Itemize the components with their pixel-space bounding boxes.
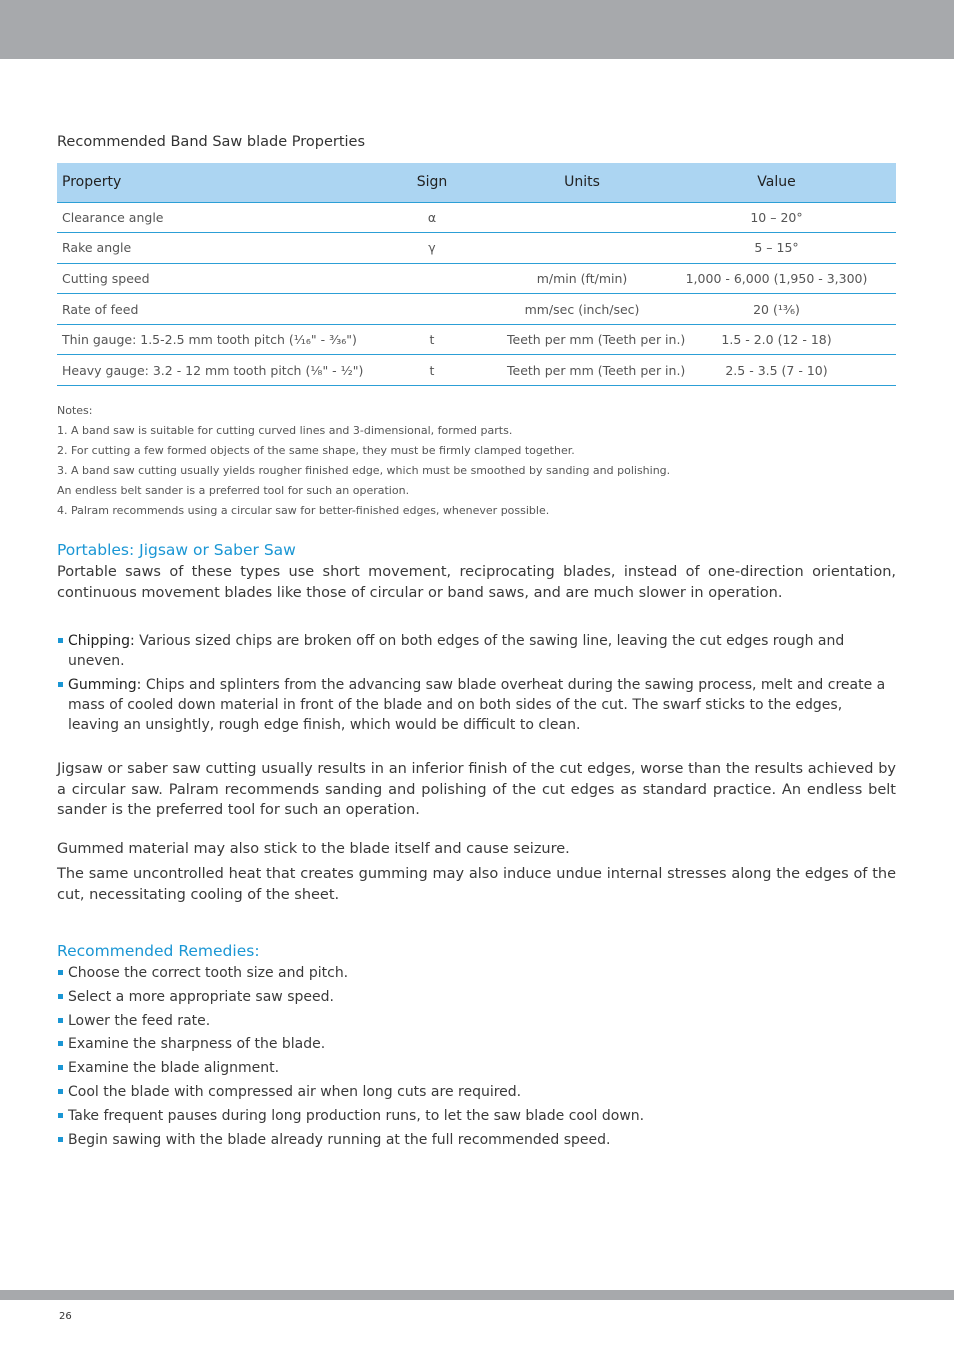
footer-bar — [0, 1290, 954, 1300]
square-bullet-icon — [58, 994, 63, 999]
table-row — [57, 233, 896, 264]
cell-units: Teeth per mm (Teeth per in.) — [507, 355, 657, 386]
remedy-text: Take frequent pauses during long production runs, to let the saw blade cool down. — [68, 1107, 645, 1124]
list-item — [57, 1106, 896, 1126]
blade-properties-table — [57, 163, 896, 386]
note-item: 4. Palram recommends using a circular saw for better-finished edges, whenever possible. — [57, 504, 550, 518]
square-bullet-icon — [58, 1089, 63, 1094]
square-bullet-icon — [58, 970, 63, 975]
cell-property: Rate of feed — [57, 294, 357, 325]
table-row — [57, 202, 896, 233]
page-content — [57, 132, 896, 1153]
defect-text: Chips and splinters from the advancing saw blade overheat during the sawing process, melt and create a mass of cooled down material in front of the blade and on both sides of the cut. The swarf sticks to the edges, leaving an unsightly, rough edge finish, which would be difficult to clean. — [68, 677, 886, 734]
remedy-text: Choose the correct tooth size and pitch. — [68, 965, 349, 982]
cell-sign: t — [357, 324, 507, 355]
note-item: 3. A band saw cutting usually yields rougher finished edge, which must be smoothed by sanding and polishing. — [57, 464, 671, 478]
cell-units: Teeth per mm (Teeth per in.) — [507, 324, 657, 355]
cell-units: m/min (ft/min) — [507, 263, 657, 294]
remedy-text: Examine the blade alignment. — [68, 1060, 280, 1077]
list-item — [57, 631, 896, 671]
defect-term: Chipping: — [68, 633, 135, 650]
table-row — [57, 263, 896, 294]
square-bullet-icon — [58, 638, 63, 643]
header-value: Value — [657, 163, 896, 202]
cell-property: Cutting speed — [57, 263, 357, 294]
header-units: Units — [507, 163, 657, 202]
list-item — [57, 1034, 896, 1054]
notes-block — [57, 401, 896, 521]
cell-sign — [357, 263, 507, 294]
cell-sign: γ — [357, 233, 507, 264]
cell-sign — [357, 294, 507, 325]
list-item — [57, 1011, 896, 1031]
cell-units: mm/sec (inch/sec) — [507, 294, 657, 325]
list-item — [57, 1082, 896, 1102]
list-item — [57, 1130, 896, 1150]
remedy-text: Select a more appropriate saw speed. — [68, 988, 334, 1005]
cell-value: 5 – 15° — [657, 233, 896, 264]
paragraph-stresses: The same uncontrolled heat that creates gumming may also induce undue internal stresses along the edges of the cut, necessitating cooling of the sheet. — [57, 866, 896, 903]
cell-value: 1.5 - 2.0 (12 - 18) — [657, 324, 896, 355]
cell-value: 2.5 - 3.5 (7 - 10) — [657, 355, 896, 386]
list-item — [57, 1058, 896, 1078]
list-item — [57, 987, 896, 1007]
remedy-text: Lower the feed rate. — [68, 1012, 211, 1029]
square-bullet-icon — [58, 1137, 63, 1142]
paragraph-seizure: Gummed material may also stick to the blade itself and cause seizure. — [57, 840, 570, 857]
cell-sign: α — [357, 202, 507, 233]
cell-property: Clearance angle — [57, 202, 357, 233]
remedy-text: Begin sawing with the blade already running at the full recommended speed. — [68, 1131, 611, 1148]
header-bar — [0, 0, 954, 59]
cell-units — [507, 202, 657, 233]
cell-property: Thin gauge: 1.5-2.5 mm tooth pitch (¹⁄₁₆" - ³⁄₃₆") — [57, 324, 357, 355]
cell-value: 1,000 - 6,000 (1,950 - 3,300) — [657, 263, 896, 294]
cell-property: Rake angle — [57, 233, 357, 264]
cell-units — [507, 233, 657, 264]
list-item — [57, 963, 896, 983]
remedies-heading: Recommended Remedies: — [57, 942, 260, 961]
square-bullet-icon — [58, 682, 63, 687]
defects-list — [57, 631, 896, 735]
remedy-text: Examine the sharpness of the blade. — [68, 1036, 326, 1053]
cell-value: 20 (¹³⁄₆) — [657, 294, 896, 325]
remedies-list — [57, 963, 896, 1150]
page-number: 26 — [59, 1311, 72, 1322]
table-header-row — [57, 163, 896, 202]
header-sign: Sign — [357, 163, 507, 202]
table-row — [57, 294, 896, 325]
square-bullet-icon — [58, 1113, 63, 1118]
note-item: An endless belt sander is a preferred tool for such an operation. — [57, 484, 410, 498]
list-item — [57, 675, 896, 735]
table-row — [57, 324, 896, 355]
remedy-text: Cool the blade with compressed air when long cuts are required. — [68, 1084, 522, 1101]
square-bullet-icon — [58, 1041, 63, 1046]
header-property: Property — [57, 163, 357, 202]
square-bullet-icon — [58, 1018, 63, 1023]
defect-text: Various sized chips are broken off on both edges of the sawing line, leaving the cut edges rough and uneven. — [68, 633, 845, 670]
cell-property: Heavy gauge: 3.2 - 12 mm tooth pitch (¹⁄₈" - ¹⁄₂") — [57, 355, 357, 386]
square-bullet-icon — [58, 1065, 63, 1070]
cell-sign: t — [357, 355, 507, 386]
note-item: 1. A band saw is suitable for cutting curved lines and 3-dimensional, formed parts. — [57, 424, 513, 438]
defect-term: Gumming: — [68, 677, 142, 694]
portables-intro: Portable saws of these types use short movement, reciprocating blades, instead of one-direction orientation, continuous movement blades like those of circular or band saws, and are much slower in operation. — [57, 564, 896, 601]
table-title: Recommended Band Saw blade Properties — [57, 134, 366, 150]
cell-value: 10 – 20° — [657, 202, 896, 233]
paragraph-finish: Jigsaw or saber saw cutting usually results in an inferior finish of the cut edges, worse than the results achieved by a circular saw. Palram recommends sanding and polishing of the cut edges as standard practice. An endless belt sander is the preferred tool for such an operation. — [57, 761, 896, 819]
notes-label: Notes: — [57, 404, 93, 418]
note-item: 2. For cutting a few formed objects of the same shape, they must be firmly clamped together. — [57, 444, 575, 458]
table-row — [57, 355, 896, 386]
portables-heading: Portables: Jigsaw or Saber Saw — [57, 541, 296, 560]
